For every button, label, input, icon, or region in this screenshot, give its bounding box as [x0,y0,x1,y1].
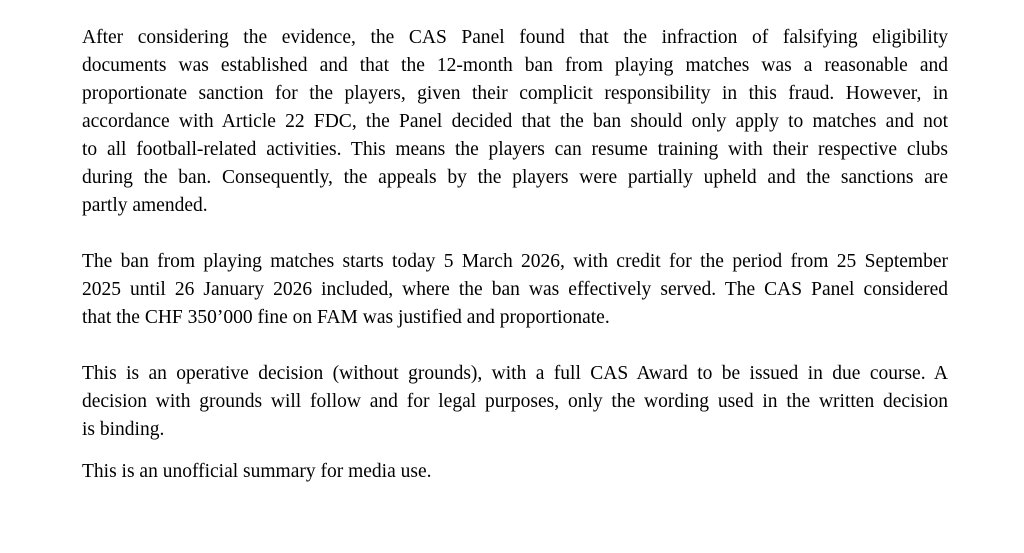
paragraph-ban-start [82,248,948,332]
text-line: during the ban. Consequently, the appeals by the players were partially upheld and the sanctions are [82,167,948,188]
paragraph-operative-decision [82,360,948,444]
text-line: documents was established and that the 12-month ban from playing matches was a reasonable and [82,55,948,76]
text-line: After considering the evidence, the CAS Panel found that the infraction of falsifying eligibility [82,27,948,48]
document-body [82,24,948,486]
paragraph-spacer [82,444,948,458]
paragraph-spacer [82,332,948,360]
text-line: partly amended. [82,195,208,216]
text-line: 2025 until 26 January 2026 included, where the ban was effectively served. The CAS Panel considered [82,279,948,300]
paragraph-spacer [82,220,948,248]
paragraph-media-note [82,458,948,486]
text-line: is binding. [82,419,165,440]
text-line: This is an operative decision (without grounds), with a full CAS Award to be issued in due course. A [82,363,948,384]
text-line: decision with grounds will follow and for legal purposes, only the wording used in the written decision [82,391,948,412]
text-line: proportionate sanction for the players, given their complicit responsibility in this fraud. However, in [82,83,948,104]
text-line: The ban from playing matches starts today 5 March 2026, with credit for the period from 25 September [82,251,948,272]
paragraph-panel-findings [82,24,948,220]
text-line: accordance with Article 22 FDC, the Panel decided that the ban should only apply to matches and not [82,111,948,132]
text-line: to all football-related activities. This means the players can resume training with their respective clubs [82,139,948,160]
text-line: This is an unofficial summary for media use. [82,461,432,482]
text-line: that the CHF 350’000 fine on FAM was justified and proportionate. [82,307,610,328]
